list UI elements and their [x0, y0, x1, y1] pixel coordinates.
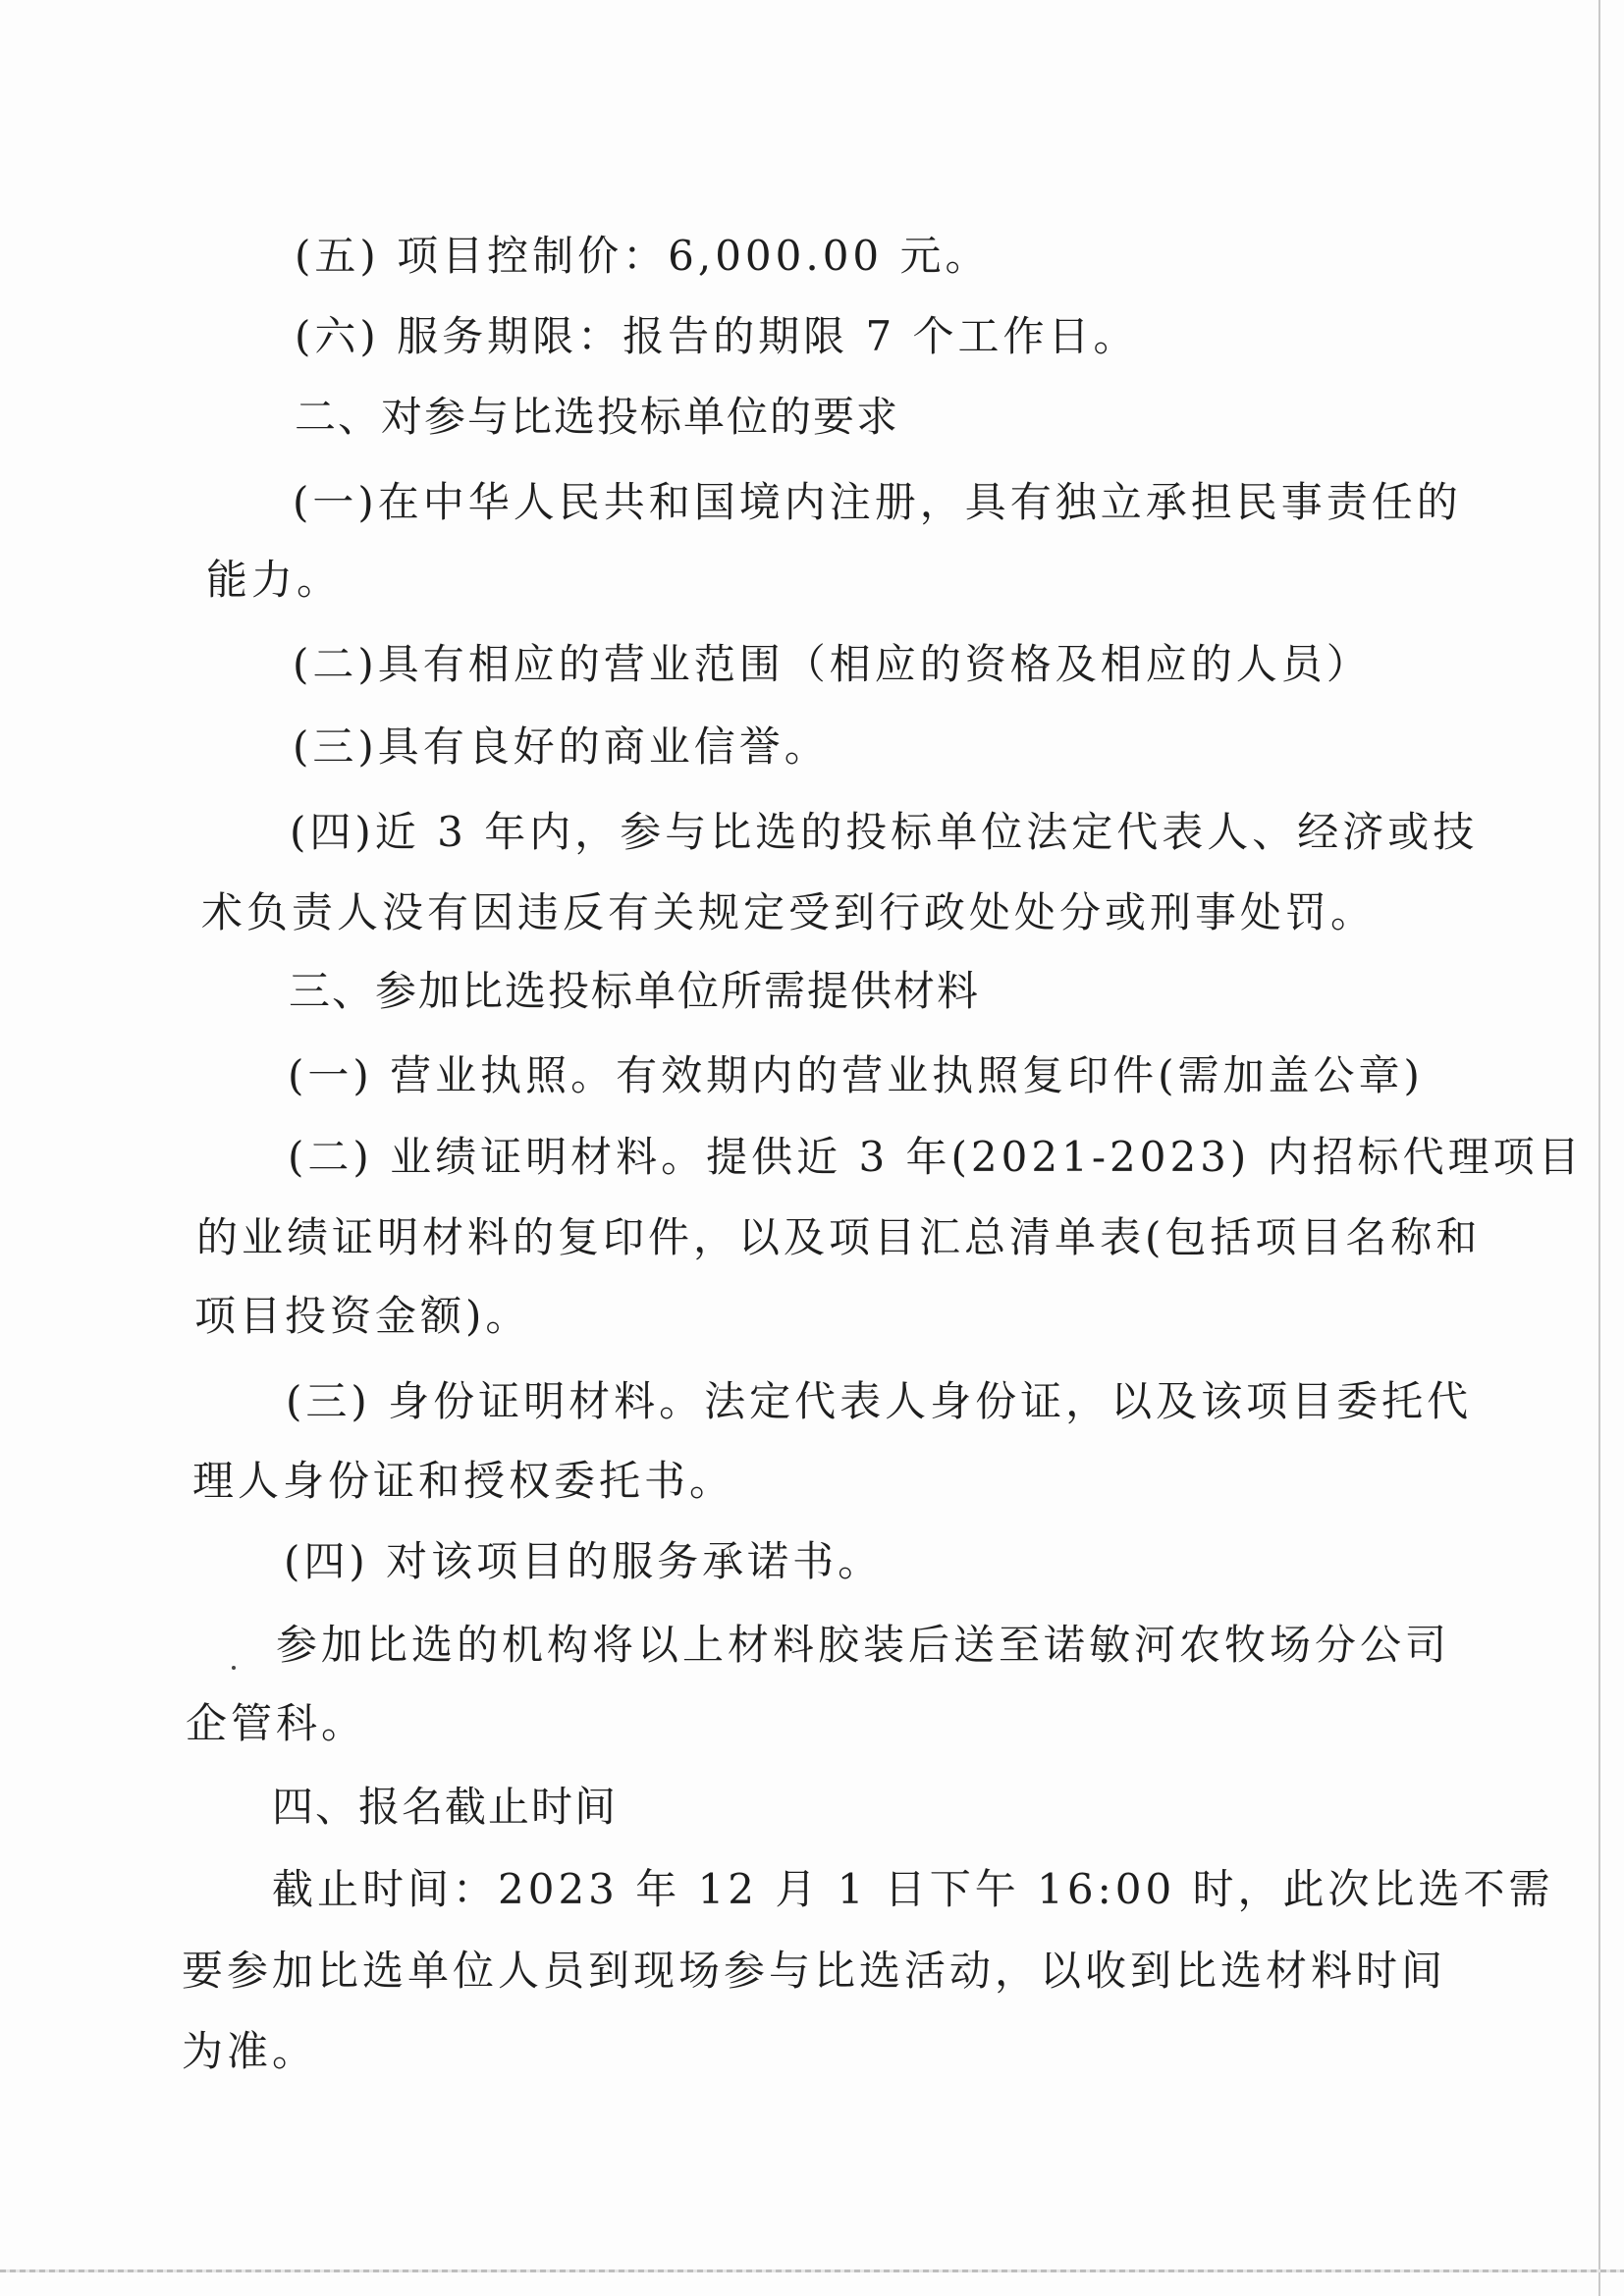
material-3-continued: 理人身份证和授权委托书。 — [192, 1457, 735, 1505]
scan-edge-bottom — [0, 2269, 1624, 2272]
deadline-text: 截止时间：2023 年 12 月 1 日下午 16:00 时，此次比选不需 — [272, 1865, 1554, 1913]
section-heading-deadline: 四、报名截止时间 — [272, 1783, 619, 1831]
material-2-continued: 的业绩证明材料的复印件，以及项目汇总清单表(包括项目名称和 — [196, 1213, 1482, 1261]
deadline-text-continued: 要参加比选单位人员到现场参与比选活动，以收到比选材料时间 — [182, 1947, 1447, 1995]
item-service-period: (六) 服务期限：报告的期限 7 个工作日。 — [295, 312, 1139, 360]
submission-note-continued: 企管科。 — [186, 1699, 367, 1747]
deadline-text-continued-2: 为准。 — [182, 2027, 318, 2075]
material-2-continued-2: 项目投资金额)。 — [194, 1292, 531, 1340]
requirement-4: (四)近 3 年内，参与比选的投标单位法定代表人、经济或技 — [290, 808, 1479, 856]
requirement-4-continued: 术负责人没有因违反有关规定受到行政处处分或刑事处罚。 — [201, 888, 1377, 936]
material-4: (四) 对该项目的服务承诺书。 — [284, 1537, 884, 1585]
item-control-price: (五) 项目控制价：6,000.00 元。 — [295, 232, 991, 280]
scan-edge-right — [1598, 0, 1600, 2296]
material-1: (一) 营业执照。有效期内的营业执照复印件(需加盖公章) — [288, 1051, 1424, 1099]
material-2: (二) 业绩证明材料。提供近 3 年(2021-2023) 内招标代理项目 — [288, 1133, 1584, 1181]
scan-speck — [232, 1666, 236, 1670]
requirement-2: (二)具有相应的营业范围（相应的资格及相应的人员） — [293, 640, 1372, 688]
submission-note: 参加比选的机构将以上材料胶装后送至诺敏河农牧场分公司 — [276, 1621, 1451, 1669]
section-heading-materials: 三、参加比选投标单位所需提供材料 — [289, 967, 981, 1015]
requirement-1: (一)在中华人民共和国境内注册，具有独立承担民事责任的 — [293, 478, 1462, 526]
requirement-1-continued: 能力。 — [206, 556, 343, 604]
requirement-3: (三)具有良好的商业信誉。 — [293, 722, 830, 771]
section-heading-requirements: 二、对参与比选投标单位的要求 — [295, 393, 900, 441]
material-3: (三) 身份证明材料。法定代表人身份证，以及该项目委托代 — [286, 1377, 1473, 1425]
